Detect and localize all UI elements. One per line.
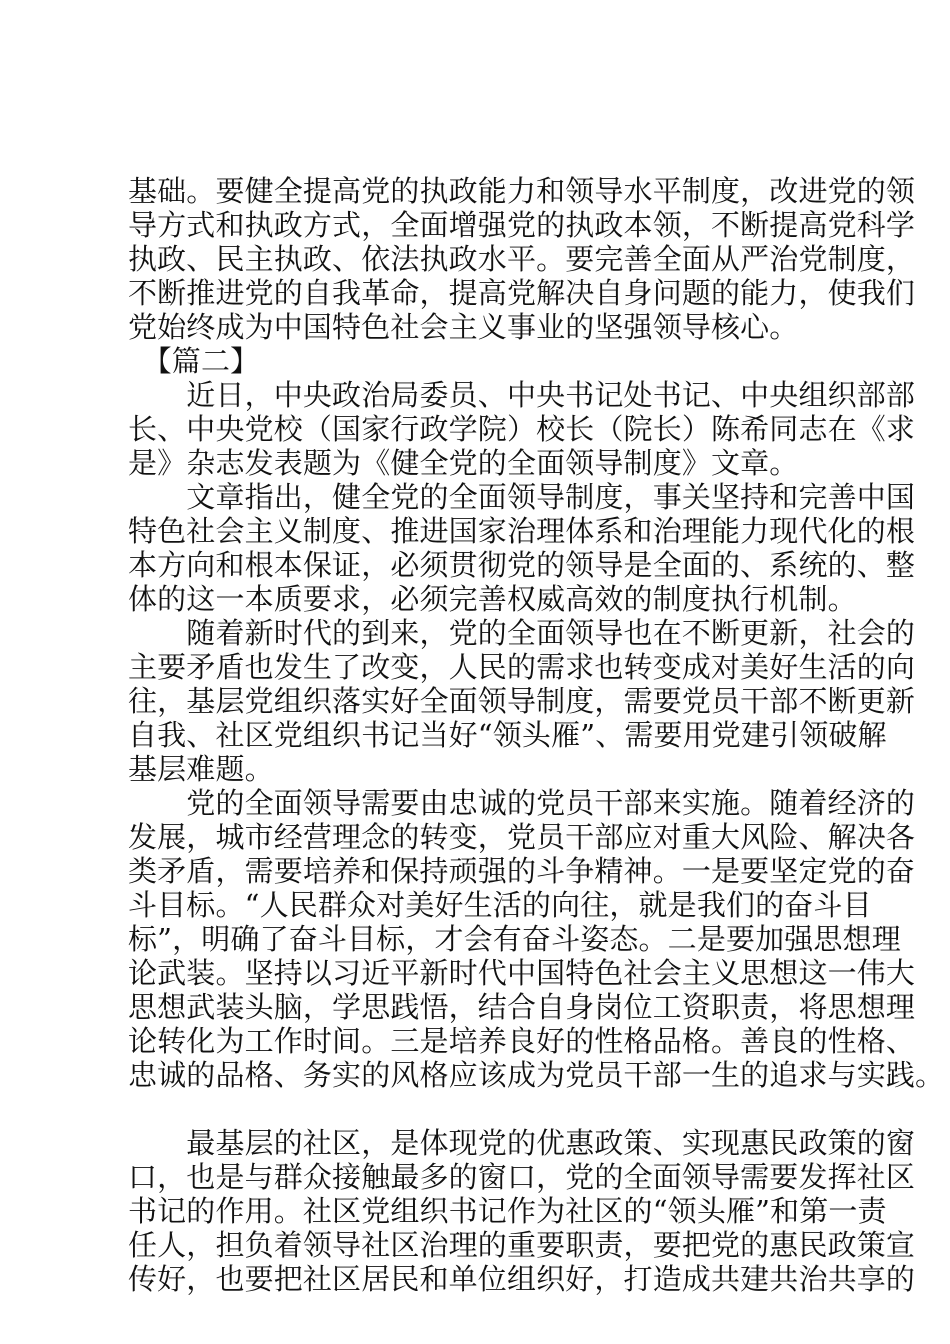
text-line: 基层难题。	[128, 752, 274, 786]
text-line: 党的全面领导需要由忠诚的党员干部来实施。随着经济的	[128, 786, 916, 820]
text-line: 党始终成为中国特色社会主义事业的坚强领导核心。	[128, 310, 799, 344]
text-line: 论武装。坚持以习近平新时代中国特色社会主义思想这一伟大	[128, 956, 916, 990]
text-line: 发展，城市经营理念的转变，党员干部应对重大风险、解决各	[128, 820, 916, 854]
text-line: 忠诚的品格、务实的风格应该成为党员干部一生的追求与实践。	[128, 1058, 945, 1092]
text-line: 导方式和执政方式，全面增强党的执政本领，不断提高党科学	[128, 208, 916, 242]
text-line: 执政、民主执政、依法执政水平。要完善全面从严治党制度，	[128, 242, 916, 276]
text-line: 本方向和根本保证，必须贯彻党的领导是全面的、系统的、整	[128, 548, 916, 582]
text-line: 主要矛盾也发生了改变，人民的需求也转变成对美好生活的向	[128, 650, 916, 684]
text-line: 不断推进党的自我革命，提高党解决自身问题的能力，使我们	[128, 276, 916, 310]
text-line: 自我、社区党组织书记当好“领头雁”、需要用党建引领破解	[128, 718, 887, 752]
section-heading: 【篇二】	[128, 344, 260, 378]
text-line: 近日，中央政治局委员、中央书记处书记、中央组织部部	[128, 378, 916, 412]
text-line: 书记的作用。社区党组织书记作为社区的“领头雁”和第一责	[128, 1194, 887, 1228]
text-line: 长、中央党校（国家行政学院）校长（院长）陈希同志在《求	[128, 412, 916, 446]
text-line: 论转化为工作时间。三是培养良好的性格品格。善良的性格、	[128, 1024, 916, 1058]
text-line: 体的这一本质要求，必须完善权威高效的制度执行机制。	[128, 582, 857, 616]
text-line: 文章指出，健全党的全面领导制度，事关坚持和完善中国	[128, 480, 916, 514]
text-line: 传好，也要把社区居民和单位组织好，打造成共建共治共享的	[128, 1262, 916, 1296]
text-line: 基础。要健全提高党的执政能力和领导水平制度，改进党的领	[128, 174, 916, 208]
text-line: 斗目标。“人民群众对美好生活的向往，就是我们的奋斗目	[128, 888, 872, 922]
text-line: 特色社会主义制度、推进国家治理体系和治理能力现代化的根	[128, 514, 916, 548]
text-line: 往，基层党组织落实好全面领导制度，需要党员干部不断更新	[128, 684, 916, 718]
text-line: 口，也是与群众接触最多的窗口，党的全面领导需要发挥社区	[128, 1160, 916, 1194]
text-line: 任人，担负着领导社区治理的重要职责，要把党的惠民政策宣	[128, 1228, 916, 1262]
text-line: 是》杂志发表题为《健全党的全面领导制度》文章。	[128, 446, 799, 480]
text-line: 最基层的社区，是体现党的优惠政策、实现惠民政策的窗	[128, 1126, 916, 1160]
text-line: 思想武装头脑，学思践悟，结合自身岗位工资职责，将思想理	[128, 990, 916, 1024]
text-line: 类矛盾，需要培养和保持顽强的斗争精神。一是要坚定党的奋	[128, 854, 916, 888]
text-line: 标”，明确了奋斗目标，才会有奋斗姿态。二是要加强思想理	[128, 922, 901, 956]
text-line: 随着新时代的到来，党的全面领导也在不断更新，社会的	[128, 616, 916, 650]
